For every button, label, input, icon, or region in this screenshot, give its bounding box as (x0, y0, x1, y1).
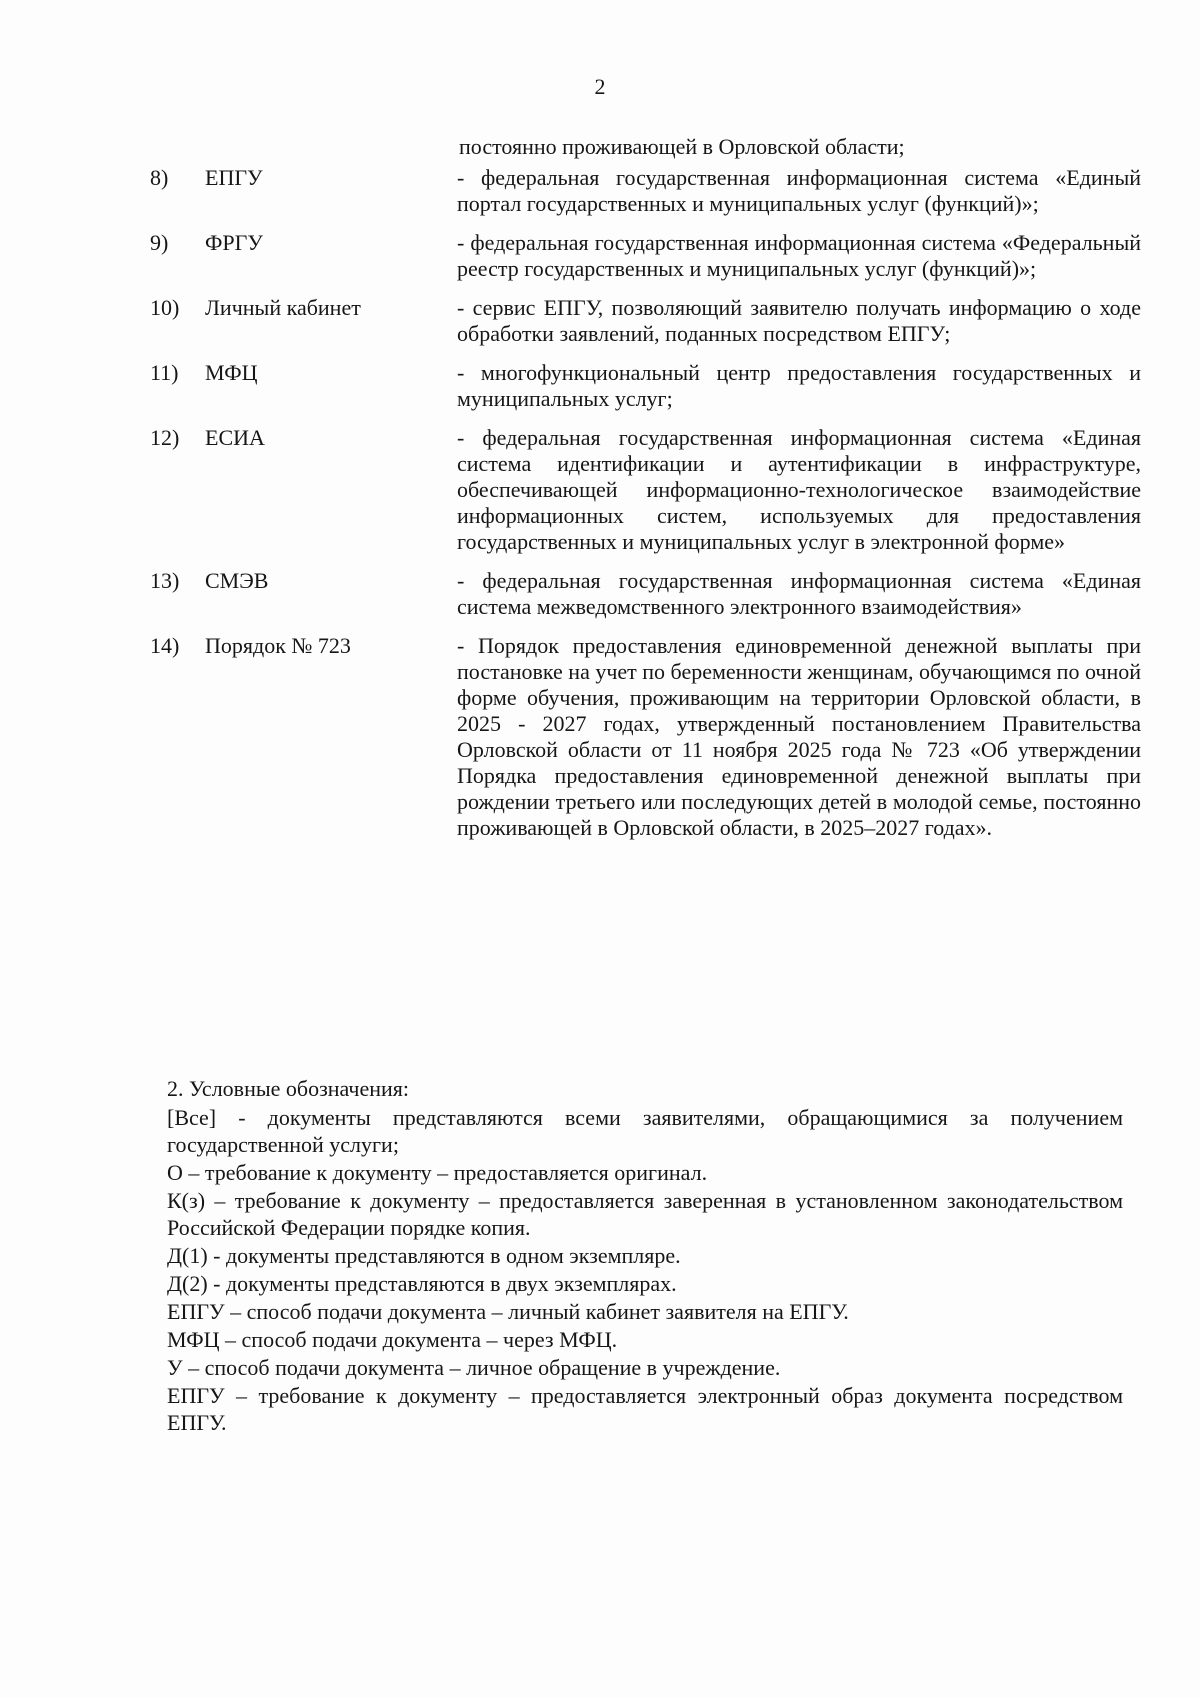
definition-term: СМЭВ (205, 568, 269, 593)
legend-item: У – способ подачи документа – личное обращение в учреждение. (167, 1355, 781, 1380)
definition-description: - сервис ЕПГУ, позволяющий заявителю получать информацию о ходе обработки заявлений, поданных посредством ЕПГУ; (457, 295, 1141, 346)
definition-item-9 (150, 230, 1146, 282)
definition-number: 9) (150, 230, 169, 255)
definition-term: ЕПГУ (205, 165, 263, 190)
definitions-list (150, 165, 1146, 854)
legend-section (167, 1075, 1123, 1437)
definition-item-11 (150, 360, 1146, 412)
definition-number: 13) (150, 568, 180, 593)
definition-description: - федеральная государственная информационная система «Единая система межведомственного электронного взаимодействия» (457, 568, 1141, 619)
definition-number: 10) (150, 295, 180, 320)
definition-term: МФЦ (205, 360, 258, 385)
definition-item-8 (150, 165, 1146, 217)
definition-description: - Порядок предоставления единовременной денежной выплаты при постановке на учет по беременности женщинам, обучающимся по очной форме обучения, проживающим на территории Орловской области, в 2025 - 2027 годах, утвержденный постановлением Правительства Орловской области от 11 ноября 2025 года № 723 «Об утверждении Порядка предоставления единовременной денежной выплаты при рождении третьего или последующих детей в молодой семье, постоянно проживающей в Орловской области, в 2025–2027 годах». (457, 633, 1141, 840)
definition-term: ФРГУ (205, 230, 263, 255)
definition-number: 12) (150, 425, 180, 450)
definition-item-10 (150, 295, 1146, 347)
legend-item: К(з) – требование к документу – предоставляется заверенная в установленном законодательством Российской Федерации порядке копия. (167, 1188, 1123, 1240)
definition-description: - федеральная государственная информационная система «Федеральный реестр государственных и муниципальных услуг (функций)»; (457, 230, 1141, 281)
legend-item: [Все] - документы представляются всеми заявителями, обращающимися за получением государственной услуги; (167, 1105, 1123, 1157)
continuation-text: постоянно проживающей в Орловской области; (459, 134, 905, 159)
definition-term: ЕСИА (205, 425, 265, 450)
definition-description: - многофункциональный центр предоставления государственных и муниципальных услуг; (457, 360, 1141, 411)
definition-term: Личный кабинет (205, 295, 361, 320)
definition-term: Порядок № 723 (205, 633, 351, 658)
definition-item-12 (150, 425, 1146, 555)
definition-description: - федеральная государственная информационная система «Единый портал государственных и муниципальных услуг (функций)»; (457, 165, 1141, 216)
legend-item: Д(1) - документы представляются в одном экземпляре. (167, 1243, 681, 1268)
definition-description: - федеральная государственная информационная система «Единая система идентификации и аутентификации в инфраструктуре, обеспечивающей информационно-технологическое взаимодействие информационных систем, используемых для предоставления государственных и муниципальных услуг в электронной форме» (457, 425, 1141, 554)
legend-item: МФЦ – способ подачи документа – через МФЦ. (167, 1327, 618, 1352)
definition-number: 8) (150, 165, 169, 190)
legend-item: Д(2) - документы представляются в двух экземплярах. (167, 1271, 677, 1296)
definition-item-13 (150, 568, 1146, 620)
definition-number: 14) (150, 633, 180, 658)
definition-item-14 (150, 633, 1146, 841)
section-title: 2. Условные обозначения: (167, 1076, 410, 1101)
legend-item: ЕПГУ – требование к документу – предоставляется электронный образ документа посредством ЕПГУ. (167, 1383, 1123, 1435)
legend-item: О – требование к документу – предоставляется оригинал. (167, 1160, 708, 1185)
page-number: 2 (594, 74, 606, 99)
legend-item: ЕПГУ – способ подачи документа – личный кабинет заявителя на ЕПГУ. (167, 1299, 849, 1324)
definition-number: 11) (150, 360, 179, 385)
